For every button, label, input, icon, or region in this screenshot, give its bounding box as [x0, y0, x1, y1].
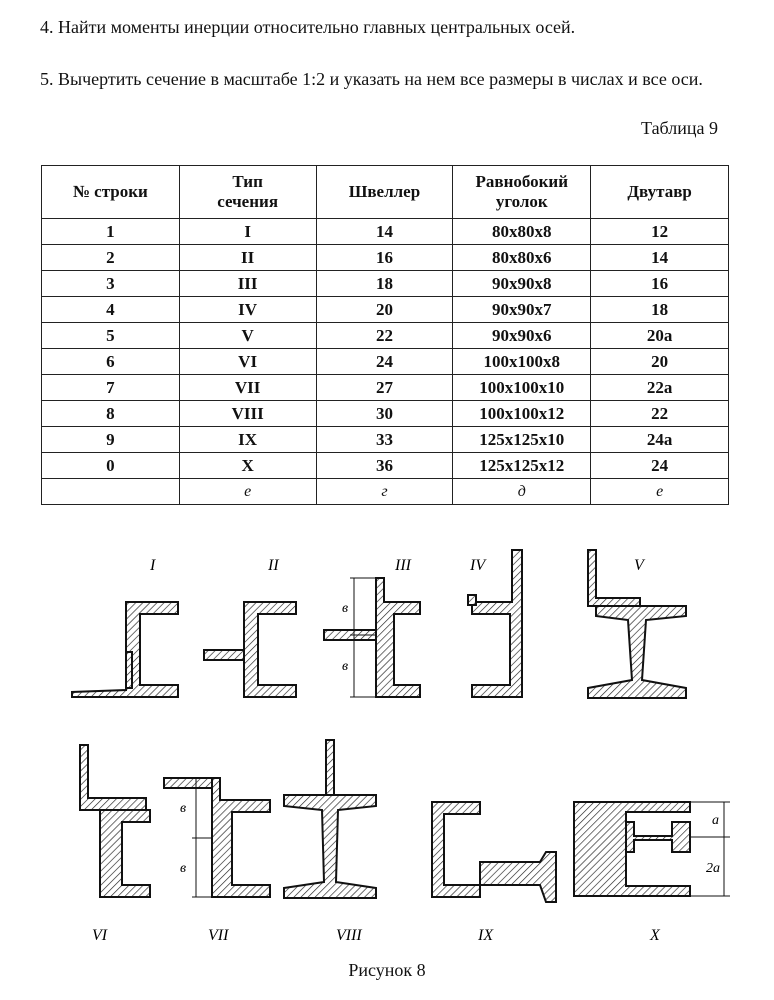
section-7-shape [164, 778, 270, 897]
label-section-10: X [650, 927, 660, 944]
table-cell: 20 [591, 349, 729, 375]
dim-2a-10: 2a [706, 861, 720, 876]
dim-b-7a: в [180, 801, 187, 816]
table-row [42, 271, 729, 297]
table-cell: 18 [316, 271, 453, 297]
table-cell: VII [179, 375, 316, 401]
table-cell: 14 [316, 219, 453, 245]
table-cell: д [453, 479, 591, 505]
table-cell: 14 [591, 245, 729, 271]
table-cell: 33 [316, 427, 453, 453]
section-10-shape [574, 802, 690, 896]
table-row [42, 375, 729, 401]
table-9 [41, 165, 729, 505]
table-body [42, 219, 729, 505]
table-cell: 80x80x6 [453, 245, 591, 271]
table-cell: 9 [42, 427, 180, 453]
table-cell: 1 [42, 219, 180, 245]
table-cell: 20 [316, 297, 453, 323]
table-cell: 3 [42, 271, 180, 297]
table-cell: 20a [591, 323, 729, 349]
table-cell: 100x100x8 [453, 349, 591, 375]
table-cell: 125x125x10 [453, 427, 591, 453]
table-cell: 22 [591, 401, 729, 427]
section-2-shape [204, 602, 296, 697]
table-cell: 7 [42, 375, 180, 401]
table-cell: 36 [316, 453, 453, 479]
header-channel: Швеллер [316, 166, 453, 219]
table-cell: 16 [316, 245, 453, 271]
table-cell: X [179, 453, 316, 479]
table-cell: 22a [591, 375, 729, 401]
table-cell: 24a [591, 427, 729, 453]
figure-8 [0, 540, 774, 960]
table-cell: II [179, 245, 316, 271]
label-section-6: VI [92, 927, 108, 944]
item-4-text: 4. Найти моменты инерции относительно главных центральных осей. [40, 17, 576, 37]
header-section-type [179, 166, 316, 219]
table-header-row [42, 166, 729, 219]
section-3-shape [324, 578, 420, 697]
header-angle [453, 166, 591, 219]
label-section-3: III [395, 557, 411, 574]
table-cell: IX [179, 427, 316, 453]
table-cell: IV [179, 297, 316, 323]
table-cell: I [179, 219, 316, 245]
table-row [42, 349, 729, 375]
dim-b-3a: в [342, 601, 349, 616]
dim-a-10: a [712, 813, 719, 828]
label-section-4: IV [470, 557, 486, 574]
table-cell: 2 [42, 245, 180, 271]
table-cell: 6 [42, 349, 180, 375]
figure-caption: Рисунок 8 [348, 960, 426, 980]
table-cell [42, 479, 180, 505]
table-cell: 80x80x8 [453, 219, 591, 245]
table-cell: 18 [591, 297, 729, 323]
section-6-shape [80, 745, 150, 897]
label-section-2: II [268, 557, 279, 574]
table-cell: 4 [42, 297, 180, 323]
item-5-text: 5. Вычертить сечение в масштабе 1:2 и указать на нем все размеры в числах и все оси. [40, 69, 703, 89]
table-cell: 90x90x7 [453, 297, 591, 323]
table-cell: 90x90x8 [453, 271, 591, 297]
table-cell: 27 [316, 375, 453, 401]
table-caption: Таблица 9 [641, 118, 718, 138]
table-cell: 100x100x10 [453, 375, 591, 401]
header-ibeam: Двутавр [591, 166, 729, 219]
label-section-8: VIII [336, 927, 362, 944]
table-cell: 0 [42, 453, 180, 479]
table-cell: 100x100x12 [453, 401, 591, 427]
table-cell: 8 [42, 401, 180, 427]
table-row [42, 219, 729, 245]
table-row [42, 297, 729, 323]
table-cell: 24 [591, 453, 729, 479]
table-row [42, 453, 729, 479]
table-cell: 5 [42, 323, 180, 349]
section-9-shape [432, 802, 556, 902]
table-cell: е [179, 479, 316, 505]
label-section-1: I [150, 557, 156, 574]
dim-b-7b: в [180, 861, 187, 876]
table-row [42, 245, 729, 271]
label-section-7: VII [208, 927, 229, 944]
table-cell: 30 [316, 401, 453, 427]
table-cell: 16 [591, 271, 729, 297]
table-cell: 24 [316, 349, 453, 375]
label-section-9: IX [478, 927, 494, 944]
table-cell: е [591, 479, 729, 505]
table-row [42, 427, 729, 453]
table-cell: VIII [179, 401, 316, 427]
table-cell: 22 [316, 323, 453, 349]
label-section-5: V [634, 557, 644, 574]
table-cell: г [316, 479, 453, 505]
table-row [42, 323, 729, 349]
table-row [42, 401, 729, 427]
table-cell: V [179, 323, 316, 349]
table-cell: 125x125x12 [453, 453, 591, 479]
header-angle-text: Равнобокий уголок [475, 172, 569, 211]
table-cell: 90x90x6 [453, 323, 591, 349]
table-cell: 12 [591, 219, 729, 245]
table-letter-row [42, 479, 729, 505]
dim-b-3b: в [342, 659, 349, 674]
section-1-shape [72, 602, 178, 697]
header-section-type-text: Тип сечения [217, 172, 279, 211]
section-8-shape [284, 740, 376, 898]
header-row-number: № строки [42, 166, 180, 219]
table-cell: III [179, 271, 316, 297]
table-cell: VI [179, 349, 316, 375]
